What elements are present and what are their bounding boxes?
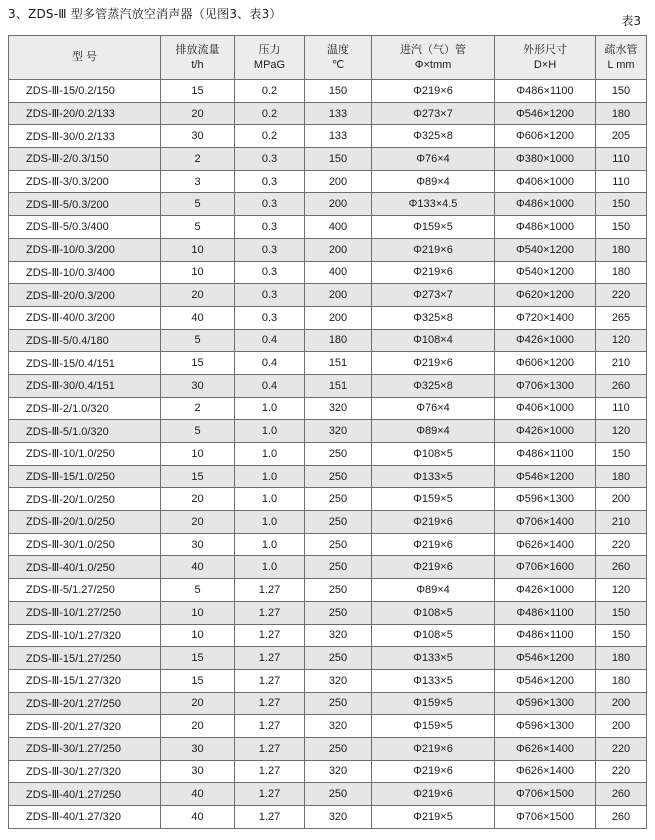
table-row [9, 420, 647, 443]
column-header-flow [161, 36, 235, 80]
cell-inlet-pipe: Φ219×6 [372, 556, 495, 579]
cell-dimensions: Φ540×1200 [495, 238, 596, 261]
cell-flow: 40 [161, 306, 235, 329]
cell-dimensions: Φ626×1400 [495, 737, 596, 760]
table-row [9, 783, 647, 806]
cell-flow: 20 [161, 102, 235, 125]
cell-temperature: 400 [305, 216, 372, 239]
cell-temperature: 320 [305, 806, 372, 829]
table-row [9, 488, 647, 511]
cell-temperature: 151 [305, 352, 372, 375]
cell-pressure: 0.3 [235, 238, 305, 261]
cell-inlet-pipe: Φ219×5 [372, 806, 495, 829]
table-number: 表3 [621, 14, 641, 28]
cell-dimensions: Φ546×1200 [495, 102, 596, 125]
cell-flow: 5 [161, 329, 235, 352]
cell-pressure: 0.4 [235, 329, 305, 352]
column-header-unit: L mm [607, 58, 635, 71]
cell-drain-pipe: 200 [596, 692, 647, 715]
cell-drain-pipe: 220 [596, 737, 647, 760]
cell-pressure: 0.3 [235, 193, 305, 216]
column-header-pressure [235, 36, 305, 80]
cell-drain-pipe: 200 [596, 715, 647, 738]
table-row [9, 306, 647, 329]
cell-flow: 15 [161, 352, 235, 375]
cell-inlet-pipe: Φ219×6 [372, 760, 495, 783]
cell-pressure: 1.27 [235, 783, 305, 806]
column-header-unit: t/h [191, 58, 204, 71]
table-row [9, 624, 647, 647]
cell-inlet-pipe: Φ219×6 [372, 511, 495, 534]
table-row [9, 601, 647, 624]
cell-dimensions: Φ620×1200 [495, 284, 596, 307]
table-row [9, 556, 647, 579]
cell-temperature: 320 [305, 420, 372, 443]
cell-drain-pipe: 180 [596, 669, 647, 692]
cell-model: ZDS-Ⅲ-5/0.3/400 [9, 216, 161, 239]
cell-pressure: 1.27 [235, 647, 305, 670]
table-row [9, 737, 647, 760]
cell-flow: 30 [161, 760, 235, 783]
cell-dimensions: Φ596×1300 [495, 692, 596, 715]
cell-temperature: 200 [305, 284, 372, 307]
cell-dimensions: Φ596×1300 [495, 715, 596, 738]
cell-temperature: 320 [305, 669, 372, 692]
cell-dimensions: Φ706×1300 [495, 374, 596, 397]
cell-temperature: 150 [305, 148, 372, 171]
cell-temperature: 180 [305, 329, 372, 352]
cell-pressure: 1.27 [235, 715, 305, 738]
cell-drain-pipe: 220 [596, 760, 647, 783]
cell-pressure: 1.27 [235, 669, 305, 692]
cell-flow: 20 [161, 284, 235, 307]
column-header-dimensions [495, 36, 596, 80]
cell-dimensions: Φ606×1200 [495, 352, 596, 375]
cell-model: ZDS-Ⅲ-5/0.4/180 [9, 329, 161, 352]
table-row [9, 125, 647, 148]
cell-inlet-pipe: Φ133×5 [372, 669, 495, 692]
cell-inlet-pipe: Φ108×5 [372, 601, 495, 624]
cell-flow: 10 [161, 261, 235, 284]
table-row [9, 374, 647, 397]
cell-model: ZDS-Ⅲ-20/1.0/250 [9, 511, 161, 534]
cell-pressure: 1.27 [235, 806, 305, 829]
cell-drain-pipe: 180 [596, 261, 647, 284]
cell-model: ZDS-Ⅲ-2/0.3/150 [9, 148, 161, 171]
cell-flow: 2 [161, 148, 235, 171]
cell-temperature: 250 [305, 579, 372, 602]
cell-dimensions: Φ540×1200 [495, 261, 596, 284]
cell-flow: 20 [161, 488, 235, 511]
cell-temperature: 250 [305, 783, 372, 806]
cell-dimensions: Φ706×1400 [495, 511, 596, 534]
table-row [9, 647, 647, 670]
cell-temperature: 320 [305, 760, 372, 783]
cell-dimensions: Φ486×1000 [495, 193, 596, 216]
cell-pressure: 0.2 [235, 102, 305, 125]
cell-pressure: 1.0 [235, 511, 305, 534]
cell-model: ZDS-Ⅲ-40/0.3/200 [9, 306, 161, 329]
cell-model: ZDS-Ⅲ-10/1.27/250 [9, 601, 161, 624]
cell-flow: 30 [161, 374, 235, 397]
cell-pressure: 1.0 [235, 533, 305, 556]
cell-model: ZDS-Ⅲ-10/1.0/250 [9, 443, 161, 466]
table-row [9, 533, 647, 556]
cell-model: ZDS-Ⅲ-30/1.27/250 [9, 737, 161, 760]
cell-drain-pipe: 265 [596, 306, 647, 329]
column-header-label: 进汽（气）管 [400, 43, 466, 56]
cell-inlet-pipe: Φ219×6 [372, 352, 495, 375]
cell-drain-pipe: 120 [596, 579, 647, 602]
cell-inlet-pipe: Φ108×4 [372, 329, 495, 352]
table-row [9, 102, 647, 125]
cell-inlet-pipe: Φ273×7 [372, 102, 495, 125]
table-row [9, 465, 647, 488]
cell-dimensions: Φ486×1000 [495, 216, 596, 239]
cell-pressure: 1.0 [235, 443, 305, 466]
column-header-drain-pipe [596, 36, 647, 80]
cell-inlet-pipe: Φ76×4 [372, 397, 495, 420]
cell-drain-pipe: 260 [596, 806, 647, 829]
cell-temperature: 200 [305, 193, 372, 216]
cell-pressure: 0.2 [235, 80, 305, 103]
cell-temperature: 133 [305, 102, 372, 125]
cell-flow: 40 [161, 556, 235, 579]
cell-flow: 15 [161, 669, 235, 692]
cell-drain-pipe: 205 [596, 125, 647, 148]
cell-pressure: 0.4 [235, 374, 305, 397]
cell-model: ZDS-Ⅲ-15/1.27/250 [9, 647, 161, 670]
cell-dimensions: Φ380×1000 [495, 148, 596, 171]
cell-model: ZDS-Ⅲ-40/1.27/320 [9, 806, 161, 829]
cell-model: ZDS-Ⅲ-2/1.0/320 [9, 397, 161, 420]
table-row [9, 352, 647, 375]
cell-pressure: 0.2 [235, 125, 305, 148]
cell-dimensions: Φ626×1400 [495, 533, 596, 556]
cell-drain-pipe: 120 [596, 420, 647, 443]
table-row [9, 806, 647, 829]
cell-model: ZDS-Ⅲ-20/1.27/250 [9, 692, 161, 715]
cell-flow: 3 [161, 170, 235, 193]
cell-inlet-pipe: Φ325×8 [372, 125, 495, 148]
cell-temperature: 250 [305, 692, 372, 715]
cell-flow: 5 [161, 216, 235, 239]
cell-model: ZDS-Ⅲ-5/0.3/200 [9, 193, 161, 216]
table-row [9, 193, 647, 216]
cell-model: ZDS-Ⅲ-30/0.4/151 [9, 374, 161, 397]
cell-temperature: 250 [305, 511, 372, 534]
cell-temperature: 320 [305, 397, 372, 420]
cell-dimensions: Φ486×1100 [495, 624, 596, 647]
cell-temperature: 320 [305, 715, 372, 738]
cell-pressure: 1.0 [235, 556, 305, 579]
cell-temperature: 320 [305, 624, 372, 647]
spec-table [8, 35, 647, 829]
cell-temperature: 250 [305, 443, 372, 466]
column-header-unit: ℃ [331, 58, 345, 71]
cell-flow: 40 [161, 783, 235, 806]
cell-model: ZDS-Ⅲ-15/0.4/151 [9, 352, 161, 375]
cell-pressure: 1.27 [235, 579, 305, 602]
table-row [9, 579, 647, 602]
cell-drain-pipe: 200 [596, 488, 647, 511]
column-header-unit: D×H [533, 58, 557, 71]
cell-temperature: 200 [305, 170, 372, 193]
cell-drain-pipe: 220 [596, 284, 647, 307]
cell-temperature: 400 [305, 261, 372, 284]
cell-dimensions: Φ486×1100 [495, 80, 596, 103]
cell-model: ZDS-Ⅲ-30/1.27/320 [9, 760, 161, 783]
column-header-model [9, 36, 161, 80]
column-header-label: 排放流量 [175, 43, 220, 56]
cell-flow: 30 [161, 125, 235, 148]
cell-temperature: 200 [305, 306, 372, 329]
cell-flow: 5 [161, 579, 235, 602]
table-header [9, 36, 647, 80]
cell-temperature: 133 [305, 125, 372, 148]
cell-dimensions: Φ720×1400 [495, 306, 596, 329]
cell-temperature: 250 [305, 488, 372, 511]
cell-flow: 5 [161, 420, 235, 443]
column-header-unit: Φ×tmm [414, 58, 452, 71]
column-header-label: 温度 [327, 43, 349, 56]
table-row [9, 170, 647, 193]
cell-pressure: 1.0 [235, 420, 305, 443]
table-row [9, 511, 647, 534]
cell-flow: 15 [161, 80, 235, 103]
cell-flow: 15 [161, 465, 235, 488]
cell-drain-pipe: 210 [596, 511, 647, 534]
cell-model: ZDS-Ⅲ-10/1.27/320 [9, 624, 161, 647]
cell-drain-pipe: 220 [596, 533, 647, 556]
cell-model: ZDS-Ⅲ-3/0.3/200 [9, 170, 161, 193]
cell-dimensions: Φ706×1600 [495, 556, 596, 579]
cell-drain-pipe: 150 [596, 624, 647, 647]
cell-inlet-pipe: Φ76×4 [372, 148, 495, 171]
cell-flow: 10 [161, 238, 235, 261]
cell-inlet-pipe: Φ219×6 [372, 238, 495, 261]
cell-inlet-pipe: Φ325×8 [372, 374, 495, 397]
cell-temperature: 250 [305, 647, 372, 670]
cell-pressure: 0.3 [235, 284, 305, 307]
cell-flow: 40 [161, 806, 235, 829]
cell-drain-pipe: 150 [596, 443, 647, 466]
cell-drain-pipe: 110 [596, 148, 647, 171]
cell-drain-pipe: 150 [596, 193, 647, 216]
cell-temperature: 250 [305, 533, 372, 556]
column-header-temperature [305, 36, 372, 80]
cell-dimensions: Φ546×1200 [495, 465, 596, 488]
cell-pressure: 0.3 [235, 148, 305, 171]
cell-flow: 2 [161, 397, 235, 420]
cell-inlet-pipe: Φ159×5 [372, 488, 495, 511]
cell-drain-pipe: 260 [596, 556, 647, 579]
column-header-label: 疏水管 [604, 43, 638, 56]
cell-dimensions: Φ406×1000 [495, 170, 596, 193]
cell-pressure: 0.3 [235, 306, 305, 329]
cell-temperature: 200 [305, 238, 372, 261]
cell-pressure: 1.27 [235, 601, 305, 624]
cell-inlet-pipe: Φ159×5 [372, 715, 495, 738]
cell-inlet-pipe: Φ133×5 [372, 647, 495, 670]
cell-pressure: 0.3 [235, 170, 305, 193]
cell-inlet-pipe: Φ159×5 [372, 692, 495, 715]
cell-pressure: 1.27 [235, 624, 305, 647]
cell-drain-pipe: 210 [596, 352, 647, 375]
cell-dimensions: Φ606×1200 [495, 125, 596, 148]
cell-dimensions: Φ486×1100 [495, 601, 596, 624]
cell-temperature: 250 [305, 465, 372, 488]
cell-model: ZDS-Ⅲ-15/0.2/150 [9, 80, 161, 103]
cell-inlet-pipe: Φ273×7 [372, 284, 495, 307]
cell-flow: 20 [161, 715, 235, 738]
cell-temperature: 151 [305, 374, 372, 397]
cell-pressure: 0.4 [235, 352, 305, 375]
table-row [9, 443, 647, 466]
table-row [9, 284, 647, 307]
cell-inlet-pipe: Φ89×4 [372, 579, 495, 602]
cell-drain-pipe: 150 [596, 80, 647, 103]
cell-model: ZDS-Ⅲ-20/0.2/133 [9, 102, 161, 125]
cell-dimensions: Φ626×1400 [495, 760, 596, 783]
cell-model: ZDS-Ⅲ-30/1.0/250 [9, 533, 161, 556]
table-body [9, 80, 647, 829]
cell-model: ZDS-Ⅲ-10/0.3/400 [9, 261, 161, 284]
cell-dimensions: Φ406×1000 [495, 397, 596, 420]
header-row [9, 36, 647, 80]
cell-dimensions: Φ426×1000 [495, 329, 596, 352]
table-row [9, 329, 647, 352]
cell-inlet-pipe: Φ159×5 [372, 216, 495, 239]
cell-drain-pipe: 110 [596, 170, 647, 193]
cell-flow: 30 [161, 737, 235, 760]
cell-model: ZDS-Ⅲ-40/1.27/250 [9, 783, 161, 806]
table-row [9, 715, 647, 738]
cell-pressure: 0.3 [235, 216, 305, 239]
cell-dimensions: Φ596×1300 [495, 488, 596, 511]
cell-inlet-pipe: Φ108×5 [372, 443, 495, 466]
cell-flow: 20 [161, 692, 235, 715]
cell-flow: 20 [161, 511, 235, 534]
table-row [9, 397, 647, 420]
table-row [9, 148, 647, 171]
cell-dimensions: Φ426×1000 [495, 420, 596, 443]
cell-model: ZDS-Ⅲ-30/0.2/133 [9, 125, 161, 148]
cell-drain-pipe: 150 [596, 601, 647, 624]
cell-drain-pipe: 150 [596, 216, 647, 239]
table-row [9, 216, 647, 239]
cell-dimensions: Φ706×1500 [495, 783, 596, 806]
table-row [9, 669, 647, 692]
section-heading: 3、ZDS-Ⅲ 型多管蒸汽放空消声器（见图3、表3） [8, 7, 282, 21]
cell-dimensions: Φ546×1200 [495, 669, 596, 692]
cell-inlet-pipe: Φ89×4 [372, 420, 495, 443]
cell-model: ZDS-Ⅲ-5/1.27/250 [9, 579, 161, 602]
cell-inlet-pipe: Φ219×6 [372, 80, 495, 103]
cell-inlet-pipe: Φ219×6 [372, 533, 495, 556]
cell-inlet-pipe: Φ219×6 [372, 261, 495, 284]
cell-flow: 10 [161, 443, 235, 466]
cell-inlet-pipe: Φ133×4.5 [372, 193, 495, 216]
column-header-label: 外形尺寸 [523, 43, 567, 56]
cell-flow: 10 [161, 601, 235, 624]
column-header-label: 型 号 [71, 51, 98, 63]
cell-flow: 15 [161, 647, 235, 670]
cell-drain-pipe: 180 [596, 647, 647, 670]
cell-pressure: 0.3 [235, 261, 305, 284]
cell-flow: 30 [161, 533, 235, 556]
cell-dimensions: Φ426×1000 [495, 579, 596, 602]
column-header-label: 压力 [258, 43, 281, 56]
table-row [9, 238, 647, 261]
cell-model: ZDS-Ⅲ-20/0.3/200 [9, 284, 161, 307]
column-header-inlet-pipe [372, 36, 495, 80]
cell-pressure: 1.0 [235, 488, 305, 511]
cell-drain-pipe: 110 [596, 397, 647, 420]
cell-model: ZDS-Ⅲ-40/1.0/250 [9, 556, 161, 579]
cell-drain-pipe: 180 [596, 102, 647, 125]
cell-inlet-pipe: Φ108×5 [372, 624, 495, 647]
cell-inlet-pipe: Φ325×8 [372, 306, 495, 329]
cell-dimensions: Φ486×1100 [495, 443, 596, 466]
cell-inlet-pipe: Φ133×5 [372, 465, 495, 488]
cell-drain-pipe: 180 [596, 238, 647, 261]
cell-drain-pipe: 260 [596, 374, 647, 397]
cell-model: ZDS-Ⅲ-15/1.0/250 [9, 465, 161, 488]
cell-drain-pipe: 120 [596, 329, 647, 352]
cell-drain-pipe: 260 [596, 783, 647, 806]
cell-pressure: 1.0 [235, 465, 305, 488]
cell-model: ZDS-Ⅲ-5/1.0/320 [9, 420, 161, 443]
cell-pressure: 1.27 [235, 760, 305, 783]
table-row [9, 80, 647, 103]
cell-model: ZDS-Ⅲ-15/1.27/320 [9, 669, 161, 692]
cell-inlet-pipe: Φ219×6 [372, 783, 495, 806]
cell-dimensions: Φ546×1200 [495, 647, 596, 670]
cell-flow: 10 [161, 624, 235, 647]
cell-drain-pipe: 180 [596, 465, 647, 488]
cell-pressure: 1.0 [235, 397, 305, 420]
cell-pressure: 1.27 [235, 692, 305, 715]
cell-model: ZDS-Ⅲ-10/0.3/200 [9, 238, 161, 261]
cell-temperature: 150 [305, 80, 372, 103]
table-row [9, 760, 647, 783]
table-row [9, 261, 647, 284]
cell-temperature: 250 [305, 556, 372, 579]
cell-flow: 5 [161, 193, 235, 216]
cell-inlet-pipe: Φ219×6 [372, 737, 495, 760]
cell-inlet-pipe: Φ89×4 [372, 170, 495, 193]
table-row [9, 692, 647, 715]
cell-dimensions: Φ706×1500 [495, 806, 596, 829]
cell-temperature: 250 [305, 601, 372, 624]
cell-model: ZDS-Ⅲ-20/1.0/250 [9, 488, 161, 511]
column-header-unit: MPaG [253, 58, 286, 71]
cell-pressure: 1.27 [235, 737, 305, 760]
cell-temperature: 250 [305, 737, 372, 760]
cell-model: ZDS-Ⅲ-20/1.27/320 [9, 715, 161, 738]
